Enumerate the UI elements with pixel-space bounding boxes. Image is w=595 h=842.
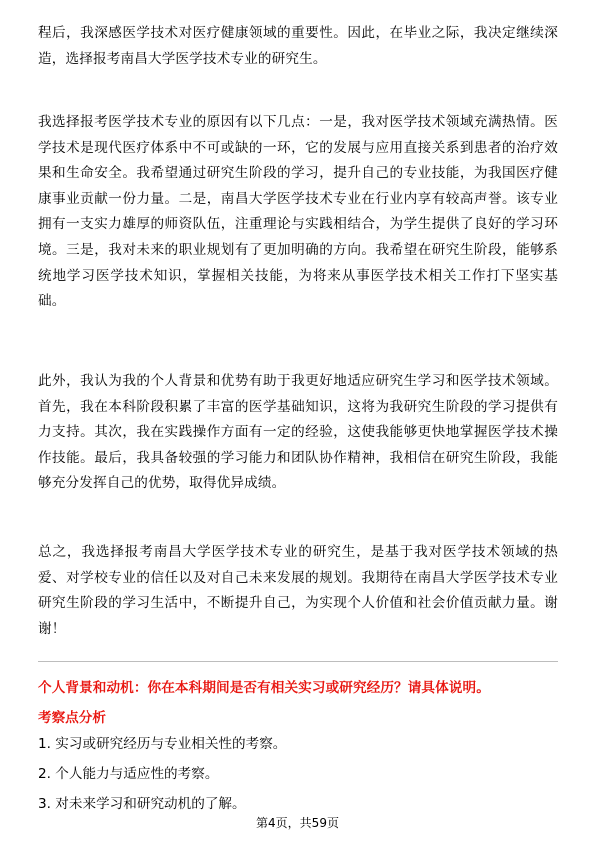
body-paragraph-3: 此外，我认为我的个人背景和优势有助于我更好地适应研究生学习和医学技术领域。首先，我在本科阶段积累了丰富的医学基础知识，这将为我研究生阶段的学习提供有力支持。其次，我在实践操作方面有一定的经验，这使我能够更快地掌握医学技术操作技能。最后，我具备较强的学习能力和团队协作精神，我相信在研究生阶段，我能够充分发挥自己的优势，取得优异成绩。 <box>38 373 558 492</box>
interview-question: 个人背景和动机：你在本科期间是否有相关实习或研究经历？请具体说明。 <box>38 680 490 696</box>
analysis-heading: 考察点分析 <box>38 710 106 726</box>
page-number: 第4页，共59页 <box>256 816 339 830</box>
section-divider <box>38 661 558 662</box>
body-paragraph-2: 我选择报考医学技术专业的原因有以下几点：一是，我对医学技术领域充满热情。医学技术是现代医疗体系中不可或缺的一环，它的发展与应用直接关系到患者的治疗效果和生命安全。我希望通过研究生阶段的学习，提升自己的专业技能，为我国医疗健康事业贡献一份力量。二是，南昌大学医学技术专业在行业内享有较高声誉。该专业拥有一支实力雄厚的师资队伍，注重理论与实践相结合，为学生提供了良好的学习环境。三是，我对未来的职业规划有了更加明确的方向。我希望在研究生阶段，能够系统地学习医学技术知识，掌握相关技能，为将来从事医学技术相关工作打下坚实基础。 <box>38 114 558 310</box>
list-item: 2. 个人能力与适应性的考察。 <box>38 766 219 782</box>
analysis-list <box>38 729 286 819</box>
list-item: 3. 对未来学习和研究动机的了解。 <box>38 796 246 812</box>
body-paragraph-1: 程后，我深感医学技术对医疗健康领域的重要性。因此，在毕业之际，我决定继续深造，选择报考南昌大学医学技术专业的研究生。 <box>38 25 558 67</box>
list-item: 1. 实习或研究经历与专业相关性的考察。 <box>38 736 287 752</box>
body-paragraph-4: 总之，我选择报考南昌大学医学技术专业的研究生，是基于我对医学技术领域的热爱、对学校专业的信任以及对自己未来发展的规划。我期待在南昌大学医学技术专业研究生阶段的学习生活中，不断提升自己，为实现个人价值和社会价值贡献力量。谢谢！ <box>38 544 558 637</box>
